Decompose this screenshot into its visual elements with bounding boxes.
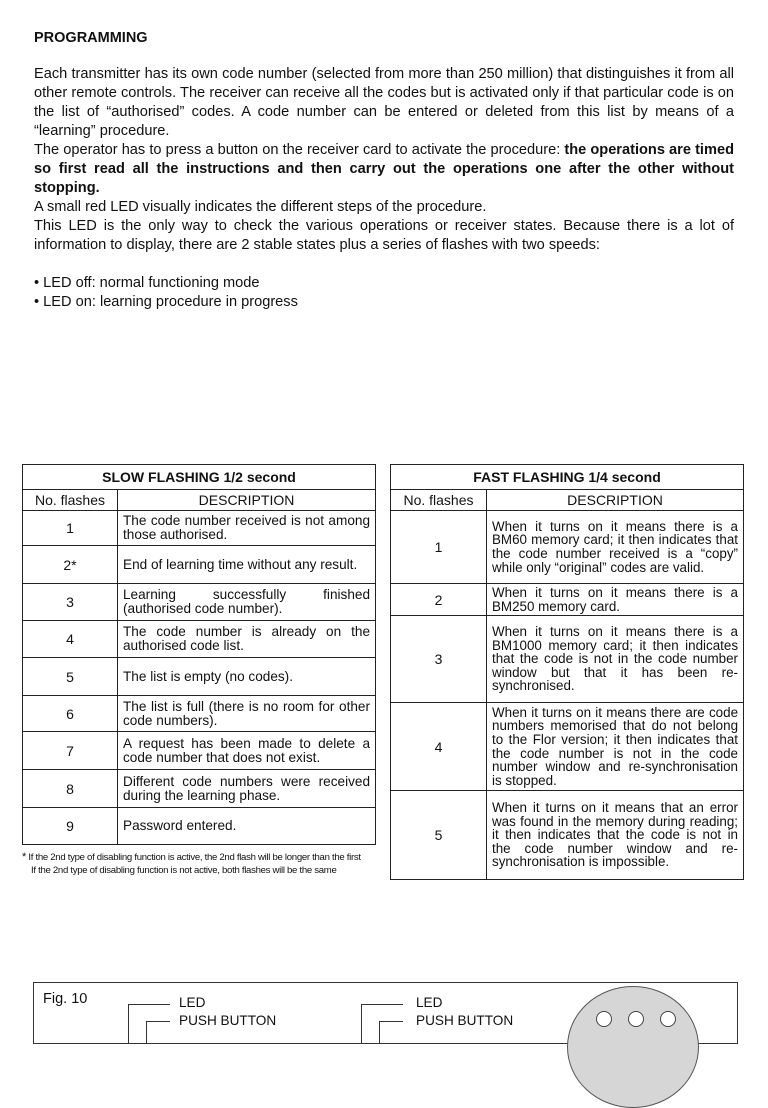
right-push-button-label: PUSH BUTTON: [416, 1013, 514, 1028]
button-hole-icon: [660, 1011, 676, 1027]
table-row: [391, 511, 744, 584]
button-leader-line: [379, 1021, 403, 1022]
footnote-marker: *: [22, 851, 26, 863]
button-leader-line: [146, 1021, 170, 1022]
table-footnote: [22, 851, 382, 877]
table-row: [23, 584, 376, 621]
flash-description: When it turns on it means there are code numbers memorised that do not belong to the Flor version; it then indicates that the code number is not in the code number window and re-synchronisation is stopped.: [487, 703, 744, 791]
paragraph-led: A small red LED visually indicates the different steps of the procedure.: [34, 199, 487, 215]
paragraph-operator-text: The operator has to press a button on the receiver card to activate the procedure:: [34, 142, 565, 158]
table-row: [23, 511, 376, 546]
page-title: PROGRAMMING: [34, 30, 148, 46]
table-row: [23, 696, 376, 732]
button-leader-line: [379, 1021, 380, 1043]
right-led-label: LED: [416, 995, 443, 1010]
left-push-button-label: PUSH BUTTON: [179, 1013, 277, 1028]
flash-count: 2: [391, 584, 487, 616]
flash-count: 5: [391, 791, 487, 880]
flash-description: End of learning time without any result.: [118, 546, 376, 584]
button-leader-line: [146, 1021, 147, 1043]
flash-count: 1: [23, 511, 118, 546]
flash-description: The list is full (there is no room for other code numbers).: [118, 696, 376, 732]
led-leader-line: [128, 1004, 129, 1044]
flash-count: 6: [23, 696, 118, 732]
table-row: [23, 546, 376, 584]
flash-count: 4: [23, 621, 118, 658]
flash-description: When it turns on it means there is a BM60 memory card; it then indicates that the code number received is a “copy” while only “original” codes are valid.: [487, 511, 744, 584]
flash-count: 7: [23, 732, 118, 770]
slow-col-desc-header: DESCRIPTION: [118, 490, 376, 511]
flash-count: 3: [23, 584, 118, 621]
fast-col-desc-header: DESCRIPTION: [487, 490, 744, 511]
flash-description: When it turns on it means there is a BM1000 memory card; it then indicates that the code is not in the code number window but that it has been re-synchronised.: [487, 616, 744, 703]
footnote-text-2: If the 2nd type of disabling function is not active, both flashes will be the same: [31, 865, 337, 876]
button-hole-icon: [628, 1011, 644, 1027]
led-leader-line: [128, 1004, 170, 1005]
fast-col-num-header: No. flashes: [391, 490, 487, 511]
footnote-line-1: [22, 851, 382, 864]
table-row: [391, 584, 744, 616]
flash-description: The code number is already on the authorised code list.: [118, 621, 376, 658]
flash-description: The code number received is not among those authorised.: [118, 511, 376, 546]
flash-count: 9: [23, 808, 118, 845]
document-body: [34, 30, 734, 312]
footnote-text-1: If the 2nd type of disabling function is active, the 2nd flash will be longer than the first: [28, 852, 361, 863]
slow-col-num-header: No. flashes: [23, 490, 118, 511]
led-leader-line: [361, 1004, 403, 1005]
table-row: [391, 703, 744, 791]
table-row: [23, 732, 376, 770]
flash-description: A request has been made to delete a code number that does not exist.: [118, 732, 376, 770]
table-row: [23, 658, 376, 696]
table-row: [391, 791, 744, 880]
figure-label: Fig. 10: [43, 991, 88, 1007]
flash-count: 1: [391, 511, 487, 584]
led-state-list: [34, 274, 734, 312]
figure-10: [33, 982, 738, 1044]
paragraph-operator: [34, 141, 734, 198]
flash-description: The list is empty (no codes).: [118, 658, 376, 696]
paragraph-states: This LED is the only way to check the various operations or receiver states. Because there is a lot of information to display, there are 2 stable states plus a series of flashes with two speeds:: [34, 218, 734, 253]
button-hole-icon: [596, 1011, 612, 1027]
table-row: [23, 808, 376, 845]
slow-table-title: SLOW FLASHING 1/2 second: [23, 465, 376, 490]
flash-count: 5: [23, 658, 118, 696]
list-item-led-off: • LED off: normal functioning mode: [34, 275, 260, 291]
intro-text: [34, 65, 734, 255]
flash-count: 8: [23, 770, 118, 808]
flash-count: 3: [391, 616, 487, 703]
flash-description: Password entered.: [118, 808, 376, 845]
paragraph-codes: Each transmitter has its own code number (selected from more than 250 million) that distinguishes it from all other remote controls. The receiver can receive all the codes but is activated only if that particular code is on the list of “authorised” codes. A code number can be entered or deleted from this list by means of a “learning” procedure.: [34, 66, 734, 139]
slow-flashing-table: [22, 464, 376, 845]
table-row: [23, 770, 376, 808]
transmitter-disc-illustration: [567, 986, 699, 1108]
flash-description: When it turns on it means that an error was found in the memory during reading; it then indicates that the code is not in the code number window and re-synchronisation is impossible.: [487, 791, 744, 880]
flash-description: Learning successfully finished (authorised code number).: [118, 584, 376, 621]
list-item-led-on: • LED on: learning procedure in progress: [34, 294, 298, 310]
fast-table-title: FAST FLASHING 1/4 second: [391, 465, 744, 490]
flash-description: Different code numbers were received during the learning phase.: [118, 770, 376, 808]
led-leader-line: [361, 1004, 362, 1044]
fast-flashing-table: [390, 464, 744, 880]
paragraph-operator-warning: the operations are timed so first read all the instructions and then carry out the operations one after the other without stopping.: [34, 142, 734, 196]
table-row: [23, 621, 376, 658]
flash-count: 2*: [23, 546, 118, 584]
flash-description: When it turns on it means there is a BM250 memory card.: [487, 584, 744, 616]
flash-count: 4: [391, 703, 487, 791]
left-led-label: LED: [179, 995, 206, 1010]
table-row: [391, 616, 744, 703]
